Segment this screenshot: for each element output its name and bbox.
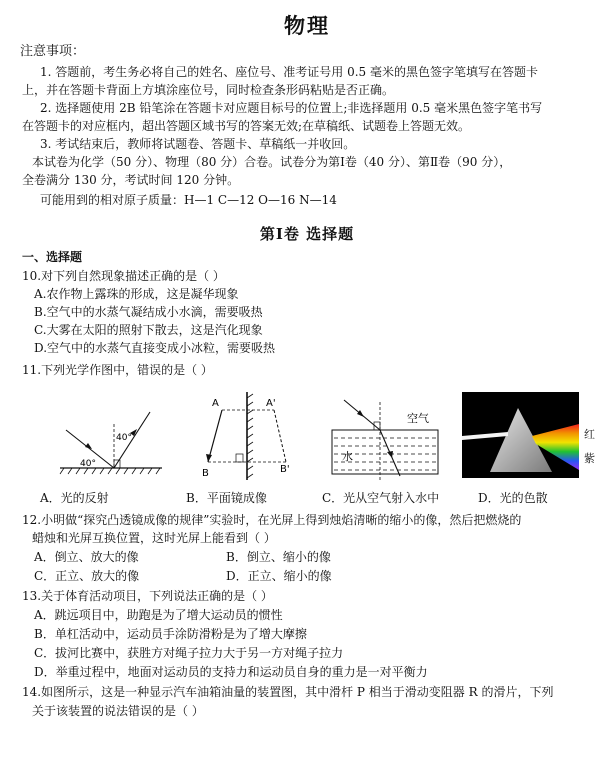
question-11-figures [22, 392, 602, 480]
question-13-option-d: D．举重过程中，地面对运动员的支持力和运动员自身的重力是一对平衡力 [34, 665, 428, 679]
figure-d-caption: D．光的色散 [478, 491, 548, 505]
question-10-option-b: B.空气中的水蒸气凝结成小水滴，需要吸热 [34, 305, 263, 319]
question-10-option-c: C.大雾在太阳的照射下散去，这是汽化现象 [34, 323, 263, 337]
section-title: 第Ⅰ卷 选择题 [259, 225, 355, 243]
figure-a-caption: A．光的反射 [40, 491, 109, 505]
question-12-option-a: A．倒立、放大的像 [34, 550, 139, 564]
figure-c-caption: C．光从空气射入水中 [322, 491, 440, 505]
point-b-label: B [202, 468, 209, 479]
incidence-angle-label: 40° [80, 459, 96, 469]
reflection-angle-label: 40° [116, 433, 132, 443]
atomic-masses: 可能用到的相对原子质量：H—1 C—12 O—16 N—14 [40, 193, 337, 207]
refraction-diagram [332, 400, 438, 480]
notice-line: 全卷满分 130 分，考试时间 120 分钟。 [22, 173, 240, 187]
figure-b-caption: B．平面镜成像 [186, 491, 267, 505]
question-14-stem: 14.如图所示，这是一种显示汽车油箱油量的装置图，其中滑杆 P 相当于滑动变阻器 R 的滑片，下列 [22, 685, 554, 699]
reflection-diagram [60, 412, 162, 474]
question-12-stem: 12.小明做“探究凸透镜成像的规律”实验时，在光屏上得到烛焰清晰的缩小的像，然后把燃烧的 [22, 513, 522, 527]
notice-line: 在答题卡的对应框内，超出答题区域书写的答案无效;在草稿纸、试题卷上答题无效。 [22, 119, 471, 133]
notice-heading: 注意事项： [20, 44, 86, 59]
question-10-option-a: A.农作物上露珠的形成，这是凝华现象 [34, 287, 239, 301]
red-label: 红 [584, 428, 595, 441]
point-a-label: A [212, 398, 219, 409]
question-12-option-b: B．倒立、缩小的像 [226, 550, 331, 564]
question-13-option-a: A．跳远项目中，助跑是为了增大运动员的惯性 [34, 608, 283, 622]
notice-line: 1. 答题前，考生务必将自己的姓名、座位号、准考证号用 0.5 毫米的黑色签字笔填写在答题卡 [40, 65, 538, 79]
question-13-option-c: C．拔河比赛中，获胜方对绳子拉力大于另一方对绳子拉力 [34, 646, 344, 660]
part-label: 一、选择题 [22, 250, 83, 264]
question-12-option-d: D．正立、缩小的像 [226, 569, 332, 583]
notice-line: 本试卷为化学（50 分）、物理（80 分）合卷。试卷分为第Ⅰ卷（40 分）、第Ⅱ卷（90 分）， [32, 155, 512, 169]
page-title: 物理 [284, 13, 330, 38]
question-12-stem-cont: 蜡烛和光屏互换位置，这时光屏上能看到（ ） [32, 531, 276, 545]
plane-mirror-diagram [202, 392, 290, 480]
point-a-prime-label: A' [266, 398, 276, 409]
question-13-stem: 13.关于体育活动项目，下列说法正确的是（ ） [22, 589, 273, 603]
violet-label: 紫 [584, 452, 595, 465]
question-10-option-d: D.空气中的水蒸气直接变成小冰粒，需要吸热 [34, 341, 276, 355]
notice-line: 2. 选择题使用 2B 铅笔涂在答题卡对应题目标号的位置上;非选择题用 0.5 毫米黑色签字笔书写 [40, 101, 543, 115]
question-10-stem: 10.对下列自然现象描述正确的是（ ） [22, 269, 225, 283]
question-14-stem-cont: 关于该装置的说法错误的是（ ） [32, 704, 204, 718]
dispersion-diagram [462, 392, 595, 478]
notice-line: 3. 考试结束后，教师将试题卷、答题卡、草稿纸一并收回。 [40, 137, 356, 151]
air-label: 空气 [407, 412, 429, 425]
point-b-prime-label: B' [280, 464, 290, 475]
question-13-option-b: B．单杠活动中，运动员手涂防滑粉是为了增大摩擦 [34, 627, 307, 641]
question-11-stem: 11.下列光学作图中，错误的是（ ） [22, 363, 213, 377]
question-12-option-c: C．正立、放大的像 [34, 569, 140, 583]
notice-line: 上，并在答题卡背面上方填涂座位号，同时检查条形码粘贴是否正确。 [22, 83, 395, 97]
water-label: 水 [342, 450, 353, 463]
